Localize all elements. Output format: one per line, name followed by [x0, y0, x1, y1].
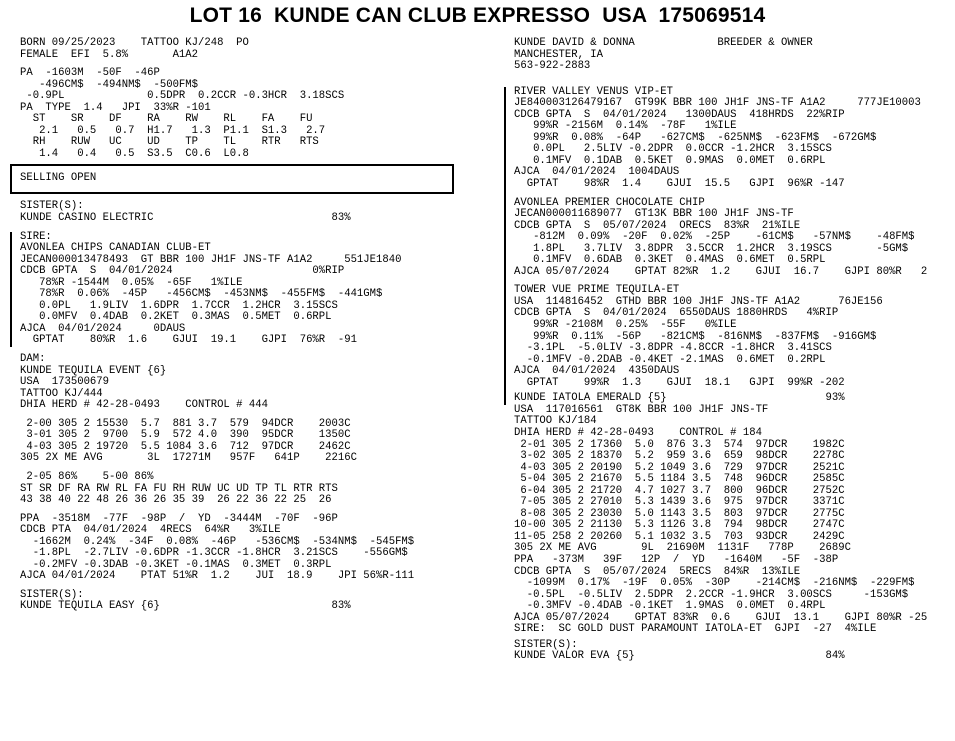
lactation-record: 8-08 305 2 23030 5.0 1143 3.5 803 97DCR 2775C	[514, 507, 845, 520]
lactation-record: 10-00 305 2 21130 5.3 1126 3.8 794 98DCR 2747C	[514, 519, 845, 532]
text-line: AJCA 05/07/2024 GPTAT 83%R 0.6 GJUI 13.1 GJPI 80%R -25	[514, 611, 928, 624]
text-line: CDCB GPTA S 04/01/2024 1300DAUS 418HRDS 22%RIP	[514, 108, 845, 121]
text-line: -0.9PL 0.5DPR 0.2CCR -0.3HCR 3.18SCS	[20, 90, 345, 103]
text-line: DAM:	[20, 353, 46, 366]
text-line: 99%R 0.08% -64P -627CM$ -625NM$ -623FM$ -672GM$	[514, 131, 877, 144]
text-line: 99%R -2108M 0.25% -55F 0%ILE	[514, 319, 737, 332]
text-line: 2-05 86% 5-00 86%	[20, 470, 154, 483]
text-line: 0.0PL 2.5LIV -0.2DPR 0.0CCR -1.2HCR 3.15SCS	[514, 143, 832, 156]
genetic-evaluation-block	[20, 68, 480, 160]
text-line: KUNDE VALOR EVA {5} 84%	[514, 650, 845, 663]
text-line: 43 38 40 22 48 26 36 26 35 39 26 22 36 22 25 26	[20, 494, 332, 507]
text-line: 1.8PL 3.7LIV 3.8DPR 3.5CCR 1.2HCR 3.19SCS -5GM$	[514, 242, 909, 255]
selling-open-label: SELLING OPEN	[20, 172, 97, 185]
text-line: 78%R 0.06% -45P -456CM$ -453NM$ -455FM$ -441GM$	[20, 288, 383, 301]
text-line: SIRE:	[20, 230, 52, 243]
text-line: TOWER VUE PRIME TEQUILA-ET	[514, 284, 680, 297]
text-line: KUNDE IATOLA EMERALD {5} 93%	[514, 392, 845, 405]
text-line: GPTAT 80%R 1.6 GJUI 19.1 GJPI 76%R -91	[20, 334, 357, 347]
right-column	[514, 38, 954, 663]
text-line: AJCA 04/01/2024 4350DAUS	[514, 365, 680, 378]
text-line: KUNDE DAVID & DONNA BREEDER & OWNER	[514, 37, 813, 49]
text-line: PPA -373M 39F 12P / YD -1640M -5F -38P	[514, 553, 839, 566]
sire-block	[10, 232, 480, 347]
text-line: ST SR DF RA RW RL FA FU RH RUW UC UD TP TL RTR RTS	[20, 482, 338, 495]
text-line: -496CM$ -494NM$ -500FM$	[20, 78, 199, 91]
text-line: -1662M 0.24% -34F 0.08% -46P -536CM$ -534NM$ -545FM$	[20, 535, 415, 548]
lactation-record: 5-04 305 2 21670 5.5 1184 3.5 748 96DCR 2585C	[514, 473, 845, 486]
text-line: PPA -3518M -77F -98P / YD -3444M -70F -96P	[20, 512, 338, 525]
lactation-record: 4-03 305 2 19720 5.5 1084 3.6 712 97DCR 2462C	[20, 440, 351, 453]
text-line: SISTER(S):	[20, 200, 84, 213]
text-line: -1099M 0.17% -19F 0.05% -30P -214CM$ -216NM$ -229FM$	[514, 577, 915, 590]
text-line: PA TYPE 1.4 JPI 33%R -101	[20, 101, 211, 114]
sisters-block	[514, 640, 954, 663]
text-line: FEMALE EFI 5.8% A1A2	[20, 48, 199, 61]
text-line: 0.1MFV 0.6DAB 0.3KET 0.4MAS 0.6MET 0.5RPL	[514, 254, 826, 267]
maternal-granddam-block	[514, 405, 954, 636]
text-line: TATTOO KJ/184	[514, 415, 597, 428]
lactation-record: 305 2X ME AVG 3L 17271M 957F 641P 2216C	[20, 452, 357, 465]
text-line: -812M 0.09% -20F 0.02% -25P -61CM$ -57NM$ -48FM$	[514, 231, 915, 244]
text-line: 0.0MFV 0.4DAB 0.2KET 0.3MAS 0.5MET 0.6RPL	[20, 311, 332, 324]
text-line: RIVER VALLEY VENUS VIP-ET	[514, 85, 673, 98]
animal-info-block	[20, 38, 480, 61]
text-line: AJCA 05/07/2024 GPTAT 82%R 1.2 GJUI 16.7 GJPI 80%R 2	[514, 265, 928, 278]
lactation-record: 2-01 305 2 17360 5.0 876 3.3 574 97DCR 1982C	[514, 438, 845, 451]
text-line: -3.1PL -5.0LIV -3.8DPR -4.8CCR -1.8HCR 3.41SCS	[514, 342, 832, 355]
text-line: -0.3MFV -0.4DAB -0.1KET 1.9MAS 0.0MET 0.4RPL	[514, 600, 826, 613]
text-line: DHIA HERD # 42-28-0493 CONTROL # 184	[514, 426, 762, 439]
lactation-record: 2-00 305 2 15530 5.7 881 3.7 579 94DCR 2003C	[20, 417, 351, 430]
text-line: AVONLEA PREMIER CHOCOLATE CHIP	[514, 196, 705, 209]
text-line: AJCA 04/01/2024 PTAT 51%R 1.2 JUI 18.9 JPI 56%R-111	[20, 570, 415, 583]
text-line: SISTER(S):	[20, 588, 84, 601]
text-line: 563-922-2883	[514, 60, 591, 73]
text-line: RH RUW UC UD TP TL RTR RTS	[20, 136, 319, 149]
sire-pedigree-block	[504, 87, 954, 405]
dam-block	[20, 354, 480, 583]
text-line: AJCA 04/01/2024 1004DAUS	[514, 166, 680, 179]
text-line: USA 173500679	[20, 376, 110, 389]
text-line: GPTAT 99%R 1.3 GJUI 18.1 GJPI 99%R -202	[514, 376, 845, 389]
lactation-record: 3-02 305 2 18370 5.2 959 3.6 659 98DCR 2278C	[514, 450, 845, 463]
text-line: JECAN000013478493 GT BBR 100 JH1F JNS-TF A1A2 551JE1840	[20, 253, 402, 266]
lactation-record: 4-03 305 2 20190 5.2 1049 3.6 729 97DCR 2521C	[514, 461, 845, 474]
selling-open-box	[10, 164, 454, 194]
lactation-record: 11-05 258 2 20260 5.1 1032 3.5 703 93DCR 2429C	[514, 530, 845, 543]
text-line: -1.8PL -2.7LIV -0.6DPR -1.3CCR -1.8HCR 3.21SCS -556GM$	[20, 547, 408, 560]
text-line: CDCB GPTA S 04/01/2024 6550DAUS 1880HRDS 4%RIP	[514, 307, 839, 320]
text-line: PA -1603M -50F -46P	[20, 67, 160, 80]
text-line: 0.0PL 1.9LIV 1.6DPR 1.7CCR 1.2HCR 3.15SCS	[20, 299, 338, 312]
text-line: USA 114816452 GTHD BBR 100 JH1F JNS-TF A1A2 76JE156	[514, 295, 883, 308]
text-line: 99%R 0.11% -56P -821CM$ -816NM$ -837FM$ -916GM$	[514, 330, 877, 343]
text-line: CDCB PTA 04/01/2024 4RECS 64%R 3%ILE	[20, 524, 281, 537]
text-line: SISTER(S):	[514, 638, 578, 651]
text-line: BORN 09/25/2023 TATTOO KJ/248 PO	[20, 37, 249, 49]
text-line: 2.1 0.5 0.7 H1.7 1.3 P1.1 S1.3 2.7	[20, 124, 326, 137]
text-line: GPTAT 98%R 1.4 GJUI 15.5 GJPI 96%R -147	[514, 178, 845, 191]
text-line: 1.4 0.4 0.5 S3.5 C0.6 L0.8	[20, 147, 249, 160]
lot-title: LOT 16 KUNDE CAN CLUB EXPRESSO USA 175069514	[189, 4, 766, 27]
text-line: MANCHESTER, IA	[514, 48, 604, 61]
lactation-record: 7-05 305 2 27010 5.3 1439 3.6 975 97DCR 3371C	[514, 496, 845, 509]
text-line: ST SR DF RA RW RL FA FU	[20, 113, 313, 126]
left-column	[20, 38, 480, 613]
text-line: DHIA HERD # 42-28-0493 CONTROL # 444	[20, 399, 268, 412]
text-line: KUNDE TEQUILA EVENT {6}	[20, 364, 167, 377]
text-line: JECAN000011689077 GT13K BBR 100 JH1F JNS-TF	[514, 208, 794, 221]
text-line: AJCA 04/01/2024 0DAUS	[20, 322, 186, 335]
text-line: 305 2X ME AVG 9L 21690M 1131F 778P 2689C	[514, 542, 851, 555]
text-line: 78%R -1544M 0.05% -65F 1%ILE	[20, 276, 243, 289]
text-line: AVONLEA CHIPS CANADIAN CLUB-ET	[20, 242, 211, 255]
text-line: SIRE: SC GOLD DUST PARAMOUNT IATOLA-ET GJPI -27 4%ILE	[514, 623, 877, 636]
lactation-record: 6-04 305 2 21720 4.7 1027 3.7 800 96DCR 2752C	[514, 484, 845, 497]
text-line: CDCB GPTA S 04/01/2024 0%RIP	[20, 265, 345, 278]
sisters-block	[20, 201, 480, 224]
text-line: -0.5PL -0.5LIV 2.5DPR 2.2CCR -1.9HCR 3.00SCS -153GM$	[514, 588, 909, 601]
text-line: -0.2MFV -0.3DAB -0.3KET -0.1MAS 0.3MET 0.3RPL	[20, 558, 332, 571]
text-line: KUNDE CASINO ELECTRIC 83%	[20, 212, 351, 225]
text-line: CDCB GPTA S 05/07/2024 5RECS 84%R 13%ILE	[514, 565, 801, 578]
text-line: KUNDE TEQUILA EASY {6} 83%	[20, 600, 351, 613]
sisters-block	[20, 590, 480, 613]
text-line: 99%R -2156M 0.14% -78F 1%ILE	[514, 120, 737, 133]
text-line: -0.1MFV -0.2DAB -0.4KET -2.1MAS 0.6MET 0.2RPL	[514, 353, 826, 366]
text-line: USA 117016561 GT8K BBR 100 JH1F JNS-TF	[514, 403, 769, 416]
text-line: JE840003126479167 GT99K BBR 100 JH1F JNS-TF A1A2 777JE10003	[514, 97, 921, 110]
text-line: 0.1MFV 0.1DAB 0.5KET 0.9MAS 0.0MET 0.6RPL	[514, 154, 826, 167]
lactation-record: 3-01 305 2 9700 5.9 572 4.0 390 95DCR 1350C	[20, 429, 351, 442]
owner-block	[514, 38, 954, 73]
text-line: CDCB GPTA S 05/07/2024 ORECS 83%R 21%ILE	[514, 219, 801, 232]
text-line: TATTOO KJ/444	[20, 387, 103, 400]
